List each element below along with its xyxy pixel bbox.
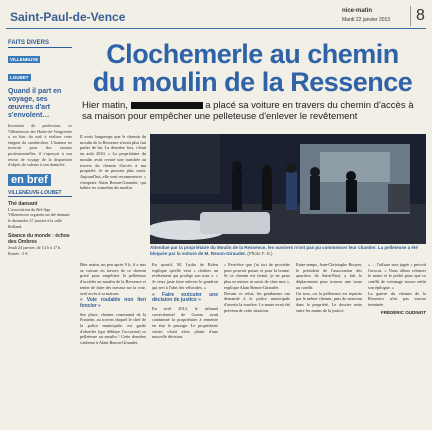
col4-text: « Peut-être que j'ai tort de procéder pour pouvoir passer et pour la bonne. Si ce chemin est fermé, je ne peux plus ni rentrer ni sortir de chez moi », explique Alain Renon-Giraudet.: [224, 262, 290, 290]
author-signoff: FRÉDÉRIC OUDINOT: [381, 309, 426, 315]
brief-body: Inventeur de profession, ce Villeneuvois des Hauts-de-Vaugrenier a eu hier du mal à réaliser cette énigme du cambrioleur. L'homme ne trouvait pour des raisons professionnelles, il s'aperçoit à son retour de voyage de la disparition d'objets de valeurs à son domicile.: [8, 123, 72, 168]
en-bref-location: VILLENEUVE-LOUBET: [8, 190, 72, 197]
agenda-body-2: Jeudi 24 janvier, de 14 h à 17 h. Entrée : 5 €.: [8, 245, 62, 256]
body-column-3: [152, 262, 218, 422]
lede-end: a placé sa voiture en travers du chemin d'accès à sa maison pour empêcher une pelleteuse d'enlever le revêtement: [82, 100, 414, 122]
location-kicker: VILLENEUVE: [10, 57, 39, 62]
article-lede: [82, 100, 422, 122]
section-tag: FAITS DIVERS: [8, 40, 72, 48]
photo-credit: (Photo F. D.): [247, 250, 273, 256]
location-kicker-2: LOUBET: [10, 75, 29, 80]
col3-text-b: En avril 2012, le tribunal correctionnel de Grasse avait condamné la propriétaire à remettre en état le passage. Le propriétaire voisin s'était alors plaint d'une nouvelle décision.: [152, 305, 218, 340]
page-number: 8: [410, 6, 425, 26]
page-header: [6, 6, 426, 29]
body-column-5: [296, 262, 362, 422]
col3-text: En sportif, M. Lydia de Bolen explique qu'elle veut « réaliser un revêtement qui protège son mur ». « Je veux juste faire enlever le goudron qui sert à l'abri des véhicules. »: [152, 262, 218, 290]
body-column-1: [80, 134, 146, 248]
night-scene-image: [150, 134, 426, 244]
section-title: Saint-Paul-de-Vence: [10, 10, 126, 24]
headline-line-2: du moulin de la Ressence: [92, 67, 413, 97]
col3-subhead: « Faire exécuter une décision de justice »: [152, 291, 218, 304]
col6-text-b: La guerre du chemin de la Ressence n'est pas encore terminée.: [368, 290, 426, 307]
headline-line-1: Clochemerle au chemin: [106, 39, 399, 69]
article-photo: [150, 134, 426, 244]
article-headline: [80, 40, 425, 96]
col6-text: « … l'affaire sera jugée » prévoit l'avocat. « Nous allons relancer le maire et le préfet pour que ce conflit de voisinage trouve enfin son épilogue. »: [368, 262, 426, 290]
col2-subhead: « Voie roulable non lien foncier »: [80, 297, 146, 309]
body-column-4: [224, 262, 290, 422]
col1-text: Il avait longtemps que le chemin du moulin de la Ressence n'avait plus fait parler de lui. La dernière fois, c'était en août 2010, « La propriétaire du moulin avait creusé une tranchée au travers du chemin d'accès à ma propriété. Je ne pouvais plus sortir. Aujourd'hui, elle veut recommencer. » s'emporte Alain Renon-Giraudet, qui habite en contrebas du moulin.: [80, 134, 146, 191]
newspaper-name: nice-matin: [342, 8, 373, 14]
col5-text-b: Un tour, ou la pelleteuse est repartie par le même chemin, puis de nouveau dans la propriété. Le dossier reste entre les mains de la justice.: [296, 290, 362, 313]
agenda-title-2: Séance du monde : échos des Ombres: [8, 233, 70, 246]
col2-text: Hier matin, un peu après 9 h, il a mis sa voiture en travers de ce chemin privé pour empêcher la pelleteuse d'accéder au moulin de la Ressence et tenter de faire des travaux sur la voie, seul accès à sa maison.: [80, 262, 146, 296]
sidebar-column: [8, 40, 72, 426]
body-column-2: [80, 262, 146, 422]
col5-text: Entre-temps, Jean-Christophe Bouyer, le président de l'association des quartiers de Saint-Paul, a fait le déplacement pour trouver une issue au conflit.: [296, 262, 362, 290]
caption-text: Attendue par la propriétaire du Moulin de la Ressence, les ouvriers n'ont pas pu commencer leur chantier. La pelleteuse a été bloquée par la voiture de M. Renon-Giraudet.: [150, 245, 418, 256]
en-bref-banner: en bref: [8, 174, 51, 186]
agenda-body: L'association du Bel-Age Villeneuvois organise un thé dansant le dimanche 27 janvier à la salle Rolland.: [8, 206, 70, 229]
col4-text-b: Devant ce refus, les gendarmes ont demandé à la police municipale d'avertir la tourière. Le maire avait été prévenu de cette situation.: [224, 290, 290, 313]
redaction-bar: [131, 102, 203, 109]
brief-headline: Quand il part en voyage, ses œuvres d'art s'envolent…: [8, 88, 62, 119]
body-column-6: [368, 262, 426, 422]
agenda-title: Thé dansant: [8, 200, 38, 207]
issue-date: Mardi 22 janvier 2013: [342, 17, 391, 23]
photo-caption: [150, 245, 426, 256]
lede-start: Hier matin,: [82, 100, 128, 111]
col2-text-b: Sur place, chemin communal de la Fontette, au travers duquel le chef de la police municipale, est garde d'aborder (qui déblaye l'occasion) sa pelleteuse au moulin ! Cette dernière s'adresse à Alain Renon-Giraudet.: [80, 311, 146, 346]
